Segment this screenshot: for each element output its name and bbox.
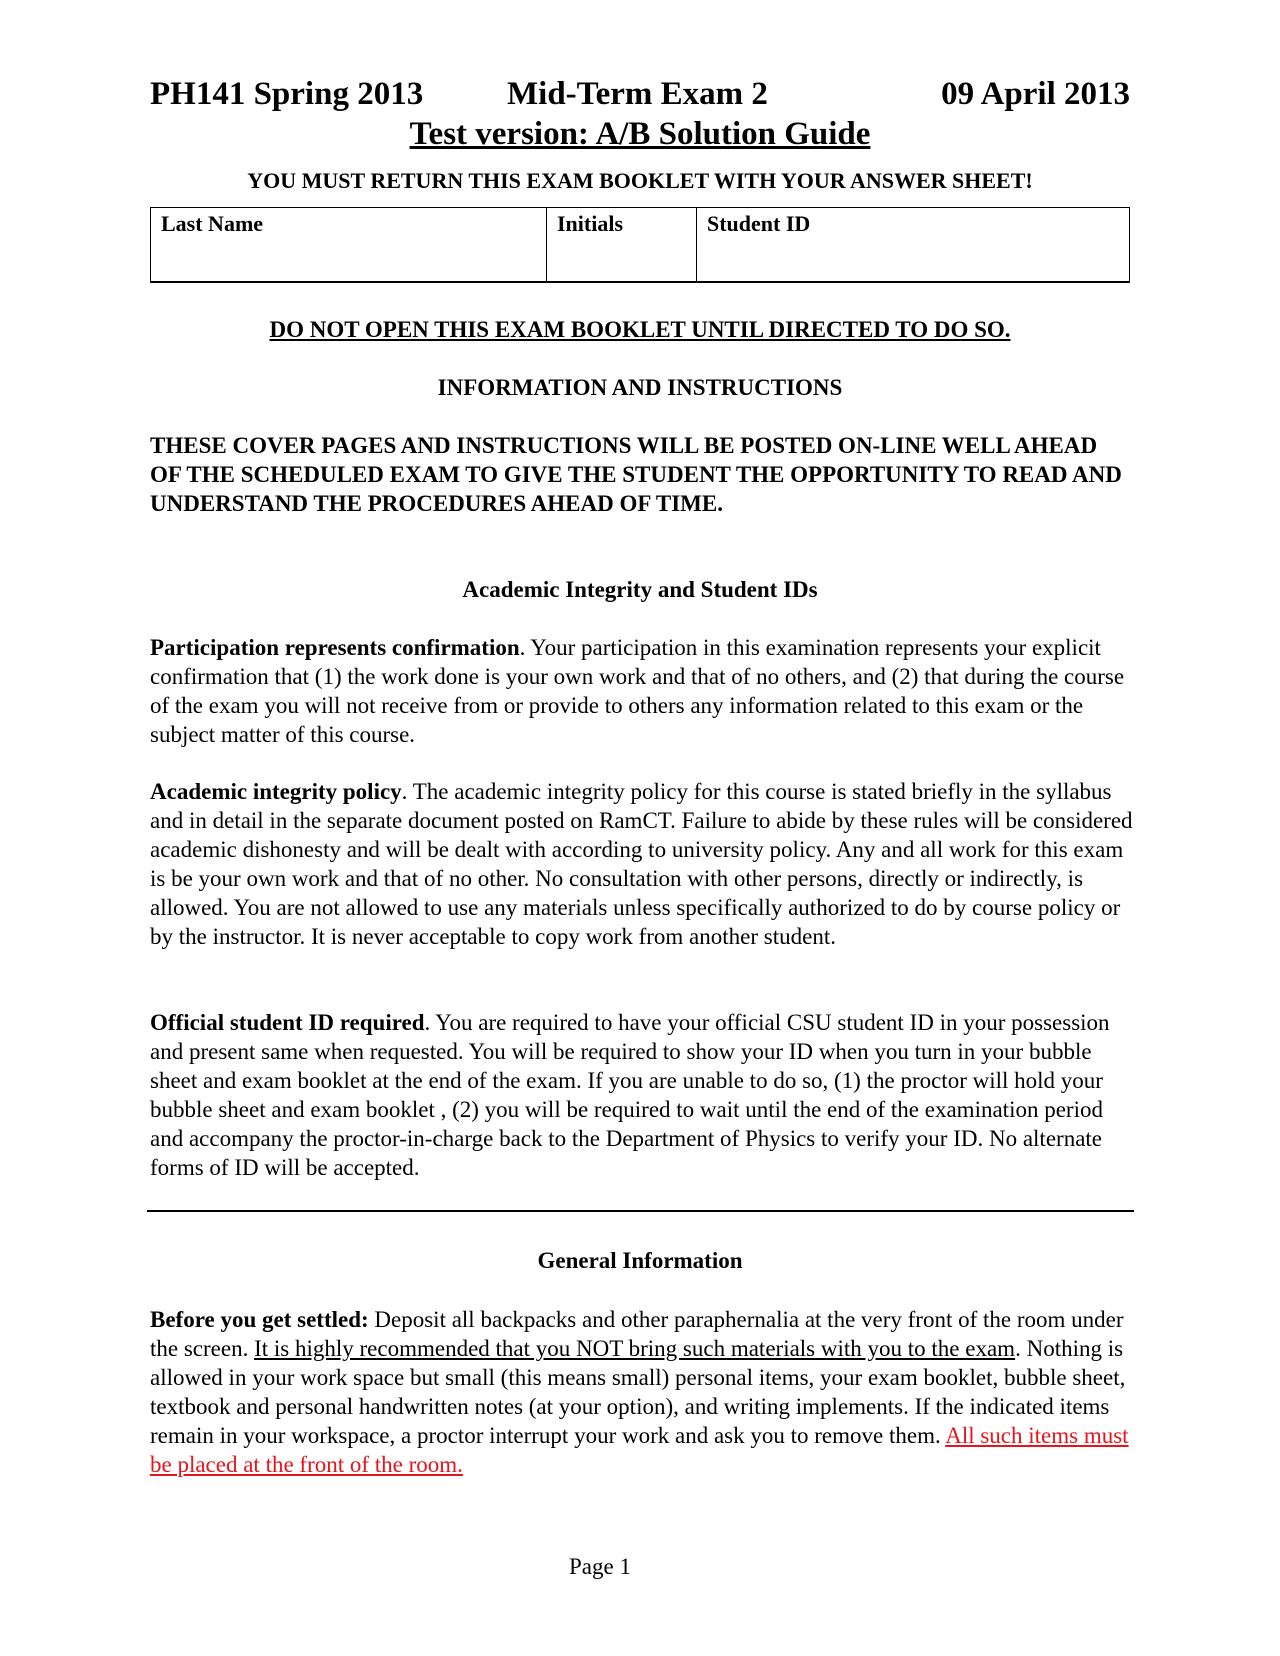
settled-text-1: Deposit all backpacks and other paraphernalia at the very front of the room under the screen. bbox=[150, 1307, 1124, 1361]
exam-title: Mid-Term Exam 2 bbox=[507, 76, 768, 112]
info-heading: INFORMATION AND INSTRUCTIONS bbox=[437, 375, 843, 400]
page-number: Page 1 bbox=[569, 1554, 631, 1579]
last-name-label: Last Name bbox=[161, 211, 264, 236]
settled-recommendation: It is highly recommended that you NOT bring such materials with you to the exam bbox=[254, 1336, 1016, 1361]
student-id-text: . You are required to have your official CSU student ID in your possession and present same when requested. You will be required to show your ID when you turn in your bubble sheet and exam booklet at the end of the exam. If you are unable to do so, (1) the proctor will hold your bubble sheet and exam booklet , (2) you will be required to wait until the end of the examination period and accompany the proctor-in-charge back to the Department of Physics to verify your ID. No alternate forms of ID will be accepted. bbox=[150, 1010, 1110, 1180]
initials-field[interactable] bbox=[547, 208, 697, 281]
integrity-heading: Academic Integrity and Student IDs bbox=[462, 577, 818, 602]
caps-notice: THESE COVER PAGES AND INSTRUCTIONS WILL BE POSTED ON-LINE WELL AHEAD OF THE SCHEDULED EXAM TO GIVE THE STUDENT THE OPPORTUNITY TO READ AND UNDERSTAND THE PROCEDURES AHEAD OF TIME. bbox=[150, 433, 1122, 516]
do-not-open-warning: DO NOT OPEN THIS EXAM BOOKLET UNTIL DIRECTED TO DO SO. bbox=[269, 317, 1011, 342]
exam-date: 09 April 2013 bbox=[941, 76, 1130, 112]
integrity-policy-lead: Academic integrity policy bbox=[150, 779, 402, 804]
participation-paragraph bbox=[150, 633, 1135, 749]
front-of-room-notice: All such items must be placed at the front of the room. bbox=[150, 1423, 1129, 1477]
integrity-policy-paragraph bbox=[150, 777, 1135, 951]
test-version-title: Test version: A/B Solution Guide bbox=[409, 116, 871, 152]
settled-paragraph bbox=[150, 1305, 1135, 1479]
return-note: YOU MUST RETURN THIS EXAM BOOKLET WITH YOUR ANSWER SHEET! bbox=[247, 168, 1033, 193]
integrity-policy-text: . The academic integrity policy for this course is stated briefly in the syllabus and in detail in the separate document posted on RamCT. Failure to abide by these rules will be considered academic dishonesty and will be dealt with according to university policy. Any and all work for this exam is be your own work and that of no other. No consultation with other persons, directly or indirectly, is allowed. You are not allowed to use any materials unless specifically authorized to do by course policy or by the instructor. It is never acceptable to copy work from another student. bbox=[150, 779, 1133, 949]
student-id-label: Student ID bbox=[707, 211, 811, 236]
settled-lead: Before you get settled: bbox=[150, 1307, 369, 1332]
initials-label: Initials bbox=[557, 211, 624, 236]
student-id-paragraph bbox=[150, 1008, 1135, 1182]
student-info-table bbox=[150, 207, 1130, 283]
participation-lead: Participation represents confirmation bbox=[150, 635, 520, 660]
last-name-field[interactable] bbox=[151, 208, 547, 281]
participation-text: . Your participation in this examination represents your explicit confirmation that (1) the work done is your own work and that of no others, and (2) that during the course of the exam you will not receive from or provide to others any information related to this exam or the subject matter of this course. bbox=[150, 635, 1125, 747]
general-info-heading: General Information bbox=[537, 1248, 743, 1273]
student-id-field[interactable] bbox=[697, 208, 1129, 281]
course-title: PH141 Spring 2013 bbox=[150, 76, 424, 112]
settled-text-2: . Nothing is allowed in your work space but small (this means small) personal items, your exam booklet, bubble sheet, textbook and personal handwritten notes (at your option), and writing implements. If the indicated items remain in your workspace, a proctor interrupt your work and ask you to remove them. bbox=[150, 1336, 1126, 1448]
student-id-lead: Official student ID required bbox=[150, 1010, 425, 1035]
section-divider bbox=[147, 1210, 1134, 1212]
